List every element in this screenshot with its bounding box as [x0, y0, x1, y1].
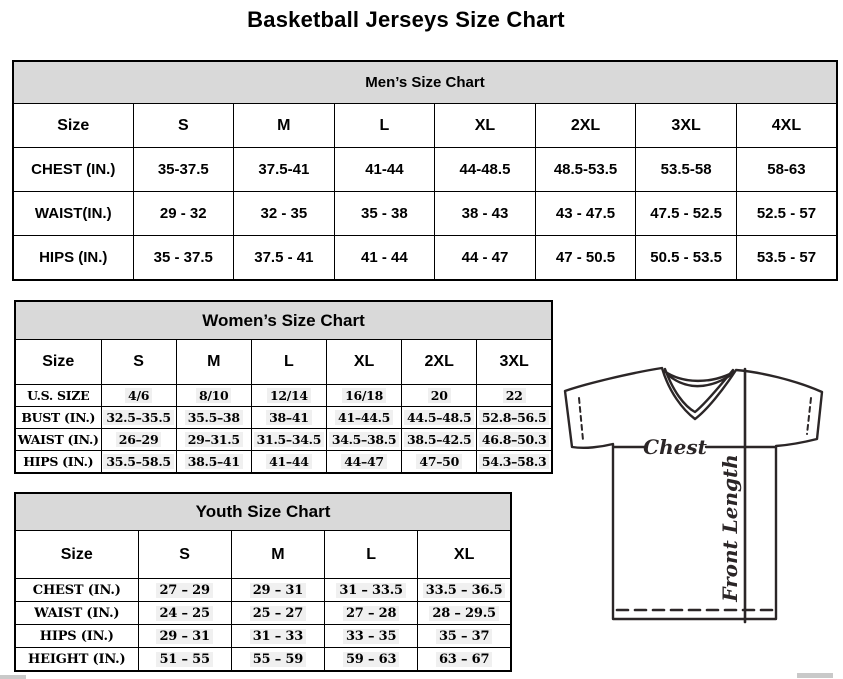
table-cell: 47–50 — [402, 451, 477, 474]
column-header: S — [138, 531, 231, 579]
column-header-row — [13, 104, 837, 148]
column-header: 4XL — [736, 104, 837, 148]
column-header: 2XL — [402, 340, 477, 385]
youth-size-table — [14, 492, 512, 672]
column-header: L — [334, 104, 435, 148]
table-row — [13, 192, 837, 236]
table-cell: 32.5–35.5 — [101, 407, 176, 429]
table-cell: 35 - 37.5 — [133, 236, 234, 281]
row-label: CHEST (IN.) — [15, 579, 138, 602]
scrollbar-fragment-left[interactable] — [0, 675, 26, 679]
table-title: Men’s Size Chart — [13, 61, 837, 104]
table-cell: 58-63 — [736, 148, 837, 192]
table-cell: 16/18 — [326, 385, 401, 407]
table-cell: 38 - 43 — [435, 192, 536, 236]
table-cell: 47.5 - 52.5 — [636, 192, 737, 236]
table-cell: 26–29 — [101, 429, 176, 451]
size-header-cell: Size — [15, 340, 101, 385]
table-cell: 35 - 38 — [334, 192, 435, 236]
column-header: M — [231, 531, 324, 579]
column-header: M — [176, 340, 251, 385]
column-header-row — [15, 340, 552, 385]
table-cell: 52.5 - 57 — [736, 192, 837, 236]
table-cell: 35-37.5 — [133, 148, 234, 192]
table-row — [13, 148, 837, 192]
size-header-cell: Size — [13, 104, 133, 148]
table-cell: 44.5–48.5 — [402, 407, 477, 429]
row-label: U.S. SIZE — [15, 385, 101, 407]
column-header: S — [101, 340, 176, 385]
table-cell: 37.5-41 — [234, 148, 335, 192]
table-cell: 46.8–50.3 — [477, 429, 552, 451]
table-cell: 51 – 55 — [138, 648, 231, 672]
table-cell: 29 – 31 — [231, 579, 324, 602]
table-cell: 41-44 — [334, 148, 435, 192]
row-label: HIPS (IN.) — [15, 625, 138, 648]
table-cell: 20 — [402, 385, 477, 407]
table-title-row — [15, 301, 552, 340]
column-header: 2XL — [535, 104, 636, 148]
table-cell: 38.5–41 — [176, 451, 251, 474]
jersey-diagram-svg — [555, 360, 835, 662]
table-cell: 59 – 63 — [325, 648, 418, 672]
table-cell: 43 - 47.5 — [535, 192, 636, 236]
table-cell: 63 – 67 — [418, 648, 511, 672]
table-row — [15, 429, 552, 451]
table-cell: 24 – 25 — [138, 602, 231, 625]
table-cell: 29–31.5 — [176, 429, 251, 451]
chest-label: Chest — [643, 435, 707, 459]
column-header: XL — [418, 531, 511, 579]
column-header: M — [234, 104, 335, 148]
table-title-row — [13, 61, 837, 104]
jersey-outline — [565, 368, 822, 619]
row-label: WAIST(IN.) — [13, 192, 133, 236]
table-cell: 33 – 35 — [325, 625, 418, 648]
table-row — [15, 385, 552, 407]
table-cell: 27 – 29 — [138, 579, 231, 602]
column-header: 3XL — [636, 104, 737, 148]
front-length-label: Front Length — [718, 454, 742, 602]
jersey-measurement-diagram — [555, 360, 835, 662]
table-cell: 44–47 — [326, 451, 401, 474]
table-row — [15, 579, 511, 602]
table-cell: 31 – 33 — [231, 625, 324, 648]
row-label: WAIST (IN.) — [15, 429, 101, 451]
table-cell: 38–41 — [251, 407, 326, 429]
row-label: HIPS (IN.) — [13, 236, 133, 281]
table-cell: 31 – 33.5 — [325, 579, 418, 602]
row-label: HIPS (IN.) — [15, 451, 101, 474]
table-cell: 31.5–34.5 — [251, 429, 326, 451]
table-row — [15, 602, 511, 625]
table-cell: 47 - 50.5 — [535, 236, 636, 281]
table-title: Youth Size Chart — [15, 493, 511, 531]
table-cell: 34.5–38.5 — [326, 429, 401, 451]
table-cell: 27 – 28 — [325, 602, 418, 625]
size-header-cell: Size — [15, 531, 138, 579]
table-row — [15, 648, 511, 672]
table-row — [15, 407, 552, 429]
row-label: BUST (IN.) — [15, 407, 101, 429]
table-cell: 53.5 - 57 — [736, 236, 837, 281]
column-header-row — [15, 531, 511, 579]
table-cell: 35 – 37 — [418, 625, 511, 648]
column-header: L — [325, 531, 418, 579]
page-title: Basketball Jerseys Size Chart — [247, 7, 565, 32]
table-cell: 41–44 — [251, 451, 326, 474]
table-cell: 29 - 32 — [133, 192, 234, 236]
table-row — [15, 451, 552, 474]
table-cell: 55 – 59 — [231, 648, 324, 672]
table-cell: 53.5-58 — [636, 148, 737, 192]
table-cell: 4/6 — [101, 385, 176, 407]
table-cell: 52.8–56.5 — [477, 407, 552, 429]
row-label: HEIGHT (IN.) — [15, 648, 138, 672]
womens-size-table — [14, 300, 553, 474]
table-cell: 35.5–58.5 — [101, 451, 176, 474]
table-cell: 38.5–42.5 — [402, 429, 477, 451]
table-cell: 32 - 35 — [234, 192, 335, 236]
table-cell: 50.5 - 53.5 — [636, 236, 737, 281]
table-cell: 12/14 — [251, 385, 326, 407]
table-row — [15, 625, 511, 648]
table-cell: 44 - 47 — [435, 236, 536, 281]
table-cell: 25 – 27 — [231, 602, 324, 625]
table-row — [13, 236, 837, 281]
table-title-row — [15, 493, 511, 531]
table-cell: 44-48.5 — [435, 148, 536, 192]
table-cell: 41 - 44 — [334, 236, 435, 281]
table-cell: 8/10 — [176, 385, 251, 407]
row-label: WAIST (IN.) — [15, 602, 138, 625]
table-cell: 22 — [477, 385, 552, 407]
table-cell: 28 – 29.5 — [418, 602, 511, 625]
row-label: CHEST (IN.) — [13, 148, 133, 192]
column-header: 3XL — [477, 340, 552, 385]
mens-size-table — [12, 60, 838, 281]
table-cell: 29 – 31 — [138, 625, 231, 648]
column-header: XL — [326, 340, 401, 385]
table-cell: 48.5-53.5 — [535, 148, 636, 192]
column-header: XL — [435, 104, 536, 148]
table-cell: 33.5 – 36.5 — [418, 579, 511, 602]
table-cell: 37.5 - 41 — [234, 236, 335, 281]
scrollbar-fragment-right[interactable] — [797, 673, 833, 678]
table-cell: 35.5–38 — [176, 407, 251, 429]
column-header: S — [133, 104, 234, 148]
table-title: Women’s Size Chart — [15, 301, 552, 340]
table-cell: 41–44.5 — [326, 407, 401, 429]
column-header: L — [251, 340, 326, 385]
table-cell: 54.3–58.3 — [477, 451, 552, 474]
